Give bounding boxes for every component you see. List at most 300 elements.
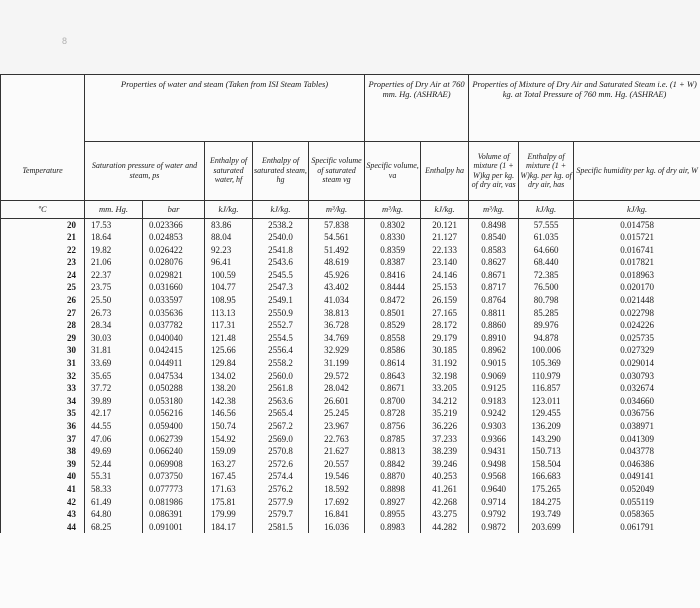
pressure-bar-cell: 0.026422 — [143, 244, 205, 257]
temperature-cell: 24 — [1, 269, 85, 282]
temperature-cell: 35 — [1, 407, 85, 420]
unit-cell: mm. Hg. — [85, 200, 143, 218]
pressure-mmhg-cell: 52.44 — [85, 458, 143, 471]
enthalpy-water-cell: 150.74 — [205, 420, 253, 433]
specific-humidity-cell: 0.046386 — [574, 458, 700, 471]
pressure-bar-cell: 0.091001 — [143, 521, 205, 534]
enthalpy-mixture-cell: 203.699 — [519, 521, 574, 534]
pressure-mmhg-cell: 58.33 — [85, 483, 143, 496]
enthalpy-water-cell: 154.92 — [205, 433, 253, 446]
temperature-cell: 29 — [1, 332, 85, 345]
pressure-bar-cell: 0.044911 — [143, 357, 205, 370]
pressure-mmhg-cell: 18.64 — [85, 231, 143, 244]
specific-humidity-cell: 0.049141 — [574, 470, 700, 483]
dry-air-group-header: Properties of Dry Air at 760 mm. Hg. (ASHRAE) — [365, 75, 469, 142]
specific-humidity-cell: 0.055119 — [574, 496, 700, 509]
specific-humidity-header: Specific humidity per kg. of dry air, W — [574, 141, 700, 200]
specific-volume-steam-cell: 22.763 — [309, 433, 365, 446]
pressure-mmhg-cell: 31.81 — [85, 344, 143, 357]
specific-volume-air-header: Specific volume, va — [365, 141, 421, 200]
specific-volume-air-cell: 0.8558 — [365, 332, 421, 345]
pressure-mmhg-cell: 19.82 — [85, 244, 143, 257]
enthalpy-air-cell: 38.239 — [421, 445, 469, 458]
table-row — [1, 382, 700, 395]
specific-humidity-cell: 0.058365 — [574, 508, 700, 521]
enthalpy-steam-cell: 2552.7 — [253, 319, 309, 332]
pressure-mmhg-cell: 33.69 — [85, 357, 143, 370]
enthalpy-air-cell: 34.212 — [421, 395, 469, 408]
table-row — [1, 256, 700, 269]
enthalpy-steam-cell: 2572.6 — [253, 458, 309, 471]
enthalpy-water-cell: 179.99 — [205, 508, 253, 521]
temperature-cell: 36 — [1, 420, 85, 433]
enthalpy-air-cell: 23.140 — [421, 256, 469, 269]
enthalpy-steam-cell: 2569.0 — [253, 433, 309, 446]
steam-properties-table-wrapper — [0, 74, 700, 608]
unit-cell: bar — [143, 200, 205, 218]
enthalpy-mixture-cell: 143.290 — [519, 433, 574, 446]
enthalpy-water-cell: 113.13 — [205, 307, 253, 320]
enthalpy-mixture-cell: 100.006 — [519, 344, 574, 357]
enthalpy-steam-cell: 2549.1 — [253, 294, 309, 307]
enthalpy-air-cell: 33.205 — [421, 382, 469, 395]
enthalpy-steam-cell: 2570.8 — [253, 445, 309, 458]
enthalpy-water-cell: 83.86 — [205, 218, 253, 231]
enthalpy-air-cell: 24.146 — [421, 269, 469, 282]
volume-mixture-cell: 0.9568 — [469, 470, 519, 483]
specific-volume-air-cell: 0.8756 — [365, 420, 421, 433]
enthalpy-water-cell: 163.27 — [205, 458, 253, 471]
specific-volume-air-cell: 0.8359 — [365, 244, 421, 257]
pressure-bar-cell: 0.069908 — [143, 458, 205, 471]
volume-mixture-cell: 0.8671 — [469, 269, 519, 282]
unit-cell: kJ/kg. — [421, 200, 469, 218]
enthalpy-mixture-cell: 193.749 — [519, 508, 574, 521]
enthalpy-water-cell: 167.45 — [205, 470, 253, 483]
specific-humidity-cell: 0.017821 — [574, 256, 700, 269]
specific-volume-steam-cell: 32.929 — [309, 344, 365, 357]
specific-volume-steam-cell: 51.492 — [309, 244, 365, 257]
water-steam-group-header: Properties of water and steam (Taken from ISI Steam Tables) — [85, 75, 365, 142]
enthalpy-air-cell: 41.261 — [421, 483, 469, 496]
enthalpy-air-cell: 37.233 — [421, 433, 469, 446]
enthalpy-steam-cell: 2574.4 — [253, 470, 309, 483]
specific-humidity-cell: 0.018963 — [574, 269, 700, 282]
specific-volume-air-cell: 0.8529 — [365, 319, 421, 332]
volume-mixture-cell: 0.8962 — [469, 344, 519, 357]
enthalpy-air-cell: 29.179 — [421, 332, 469, 345]
specific-volume-air-cell: 0.8416 — [365, 269, 421, 282]
temperature-cell: 33 — [1, 382, 85, 395]
enthalpy-water-cell: 134.02 — [205, 370, 253, 383]
pressure-bar-cell: 0.077773 — [143, 483, 205, 496]
volume-mixture-cell: 0.8910 — [469, 332, 519, 345]
enthalpy-water-cell: 138.20 — [205, 382, 253, 395]
table-row — [1, 319, 700, 332]
enthalpy-steam-cell: 2563.6 — [253, 395, 309, 408]
enthalpy-mixture-cell: 94.878 — [519, 332, 574, 345]
specific-volume-steam-cell: 20.557 — [309, 458, 365, 471]
enthalpy-air-cell: 40.253 — [421, 470, 469, 483]
enthalpy-steam-cell: 2547.3 — [253, 281, 309, 294]
temperature-cell: 44 — [1, 521, 85, 534]
enthalpy-mixture-header: Enthalpy of mixture (1 + W)kg. per kg. of dry air, has — [519, 141, 574, 200]
volume-mixture-cell: 0.9069 — [469, 370, 519, 383]
specific-volume-steam-cell: 28.042 — [309, 382, 365, 395]
table-row — [1, 407, 700, 420]
enthalpy-mixture-cell: 110.979 — [519, 370, 574, 383]
temperature-cell: 22 — [1, 244, 85, 257]
enthalpy-air-cell: 35.219 — [421, 407, 469, 420]
specific-volume-steam-cell: 54.561 — [309, 231, 365, 244]
temperature-cell: 40 — [1, 470, 85, 483]
specific-humidity-cell: 0.052049 — [574, 483, 700, 496]
specific-humidity-cell: 0.034660 — [574, 395, 700, 408]
enthalpy-water-cell: 96.41 — [205, 256, 253, 269]
enthalpy-mixture-cell: 175.265 — [519, 483, 574, 496]
specific-humidity-cell: 0.043778 — [574, 445, 700, 458]
enthalpy-water-cell: 142.38 — [205, 395, 253, 408]
pressure-mmhg-cell: 28.34 — [85, 319, 143, 332]
temperature-cell: 42 — [1, 496, 85, 509]
volume-mixture-cell: 0.8498 — [469, 218, 519, 231]
specific-volume-air-cell: 0.8870 — [365, 470, 421, 483]
enthalpy-water-cell: 184.17 — [205, 521, 253, 534]
pressure-mmhg-cell: 39.89 — [85, 395, 143, 408]
temperature-cell: 27 — [1, 307, 85, 320]
enthalpy-steam-cell: 2556.4 — [253, 344, 309, 357]
enthalpy-mixture-cell: 89.976 — [519, 319, 574, 332]
pressure-bar-cell: 0.023366 — [143, 218, 205, 231]
enthalpy-steam-cell: 2577.9 — [253, 496, 309, 509]
pressure-mmhg-cell: 42.17 — [85, 407, 143, 420]
enthalpy-air-cell: 30.185 — [421, 344, 469, 357]
saturation-pressure-header: Saturation pressure of water and steam, ps — [85, 141, 205, 200]
specific-volume-steam-cell: 38.813 — [309, 307, 365, 320]
specific-volume-steam-cell: 34.769 — [309, 332, 365, 345]
specific-volume-steam-header: Specific volume of saturated steam vg — [309, 141, 365, 200]
specific-volume-steam-cell: 48.619 — [309, 256, 365, 269]
pressure-mmhg-cell: 25.50 — [85, 294, 143, 307]
temperature-cell: 26 — [1, 294, 85, 307]
volume-mixture-cell: 0.9714 — [469, 496, 519, 509]
pressure-mmhg-cell: 21.06 — [85, 256, 143, 269]
page-number: 8 — [62, 36, 68, 46]
temperature-cell: 34 — [1, 395, 85, 408]
enthalpy-air-cell: 22.133 — [421, 244, 469, 257]
table-row — [1, 294, 700, 307]
pressure-mmhg-cell: 44.55 — [85, 420, 143, 433]
specific-volume-air-cell: 0.8955 — [365, 508, 421, 521]
enthalpy-mixture-cell: 136.209 — [519, 420, 574, 433]
enthalpy-air-cell: 25.153 — [421, 281, 469, 294]
table-row — [1, 395, 700, 408]
specific-volume-steam-cell: 17.692 — [309, 496, 365, 509]
pressure-mmhg-cell: 64.80 — [85, 508, 143, 521]
table-row — [1, 332, 700, 345]
enthalpy-steam-cell: 2541.8 — [253, 244, 309, 257]
table-row — [1, 357, 700, 370]
temperature-cell: 41 — [1, 483, 85, 496]
pressure-mmhg-cell: 55.31 — [85, 470, 143, 483]
pressure-mmhg-cell: 26.73 — [85, 307, 143, 320]
volume-mixture-header: Volume of mixture (1 + W)kg per kg. of dry air, vas — [469, 141, 519, 200]
temperature-cell: 23 — [1, 256, 85, 269]
specific-volume-steam-cell: 16.841 — [309, 508, 365, 521]
volume-mixture-cell: 0.9366 — [469, 433, 519, 446]
unit-cell: ºC — [1, 200, 85, 218]
enthalpy-mixture-cell: 150.713 — [519, 445, 574, 458]
pressure-mmhg-cell: 68.25 — [85, 521, 143, 534]
specific-humidity-cell: 0.041309 — [574, 433, 700, 446]
volume-mixture-cell: 0.9640 — [469, 483, 519, 496]
enthalpy-mixture-cell: 57.555 — [519, 218, 574, 231]
unit-cell: kJ/kg. — [574, 200, 700, 218]
enthalpy-mixture-cell: 166.683 — [519, 470, 574, 483]
enthalpy-air-cell: 43.275 — [421, 508, 469, 521]
enthalpy-air-cell: 36.226 — [421, 420, 469, 433]
enthalpy-water-cell: 108.95 — [205, 294, 253, 307]
volume-mixture-cell: 0.8811 — [469, 307, 519, 320]
temperature-cell: 21 — [1, 231, 85, 244]
specific-humidity-cell: 0.021448 — [574, 294, 700, 307]
enthalpy-steam-cell: 2538.2 — [253, 218, 309, 231]
specific-volume-air-cell: 0.8643 — [365, 370, 421, 383]
pressure-bar-cell: 0.047534 — [143, 370, 205, 383]
volume-mixture-cell: 0.8860 — [469, 319, 519, 332]
specific-volume-steam-cell: 23.967 — [309, 420, 365, 433]
enthalpy-steam-cell: 2550.9 — [253, 307, 309, 320]
enthalpy-water-header: Enthalpy of saturated water, hf — [205, 141, 253, 200]
specific-volume-air-cell: 0.8586 — [365, 344, 421, 357]
specific-humidity-cell: 0.029014 — [574, 357, 700, 370]
table-row — [1, 244, 700, 257]
enthalpy-air-header: Enthalpy ha — [421, 141, 469, 200]
specific-volume-steam-cell: 16.036 — [309, 521, 365, 534]
pressure-bar-cell: 0.024853 — [143, 231, 205, 244]
table-row — [1, 269, 700, 282]
unit-cell: kJ/kg. — [205, 200, 253, 218]
temperature-cell: 30 — [1, 344, 85, 357]
specific-volume-steam-cell: 19.546 — [309, 470, 365, 483]
pressure-bar-cell: 0.035636 — [143, 307, 205, 320]
pressure-bar-cell: 0.081986 — [143, 496, 205, 509]
volume-mixture-cell: 0.8717 — [469, 281, 519, 294]
specific-humidity-cell: 0.020170 — [574, 281, 700, 294]
specific-volume-steam-cell: 26.601 — [309, 395, 365, 408]
table-row — [1, 231, 700, 244]
enthalpy-air-cell: 20.121 — [421, 218, 469, 231]
pressure-bar-cell: 0.066240 — [143, 445, 205, 458]
specific-volume-steam-cell: 29.572 — [309, 370, 365, 383]
temperature-cell: 31 — [1, 357, 85, 370]
pressure-bar-cell: 0.059400 — [143, 420, 205, 433]
enthalpy-water-cell: 88.04 — [205, 231, 253, 244]
table-row — [1, 433, 700, 446]
pressure-mmhg-cell: 17.53 — [85, 218, 143, 231]
temperature-header-spacer — [1, 75, 85, 142]
enthalpy-air-cell: 42.268 — [421, 496, 469, 509]
enthalpy-mixture-cell: 116.857 — [519, 382, 574, 395]
pressure-mmhg-cell: 47.06 — [85, 433, 143, 446]
specific-volume-steam-cell: 45.926 — [309, 269, 365, 282]
specific-humidity-cell: 0.015721 — [574, 231, 700, 244]
enthalpy-air-cell: 44.282 — [421, 521, 469, 534]
enthalpy-water-cell: 104.77 — [205, 281, 253, 294]
volume-mixture-cell: 0.9015 — [469, 357, 519, 370]
unit-cell: kJ/kg. — [253, 200, 309, 218]
table-row — [1, 496, 700, 509]
pressure-mmhg-cell: 35.65 — [85, 370, 143, 383]
unit-cell: m³/kg. — [309, 200, 365, 218]
specific-volume-steam-cell: 31.199 — [309, 357, 365, 370]
specific-volume-steam-cell: 21.627 — [309, 445, 365, 458]
enthalpy-air-cell: 39.246 — [421, 458, 469, 471]
specific-volume-steam-cell: 57.838 — [309, 218, 365, 231]
enthalpy-steam-cell: 2540.0 — [253, 231, 309, 244]
enthalpy-water-cell: 146.56 — [205, 407, 253, 420]
volume-mixture-cell: 0.9242 — [469, 407, 519, 420]
enthalpy-air-cell: 21.127 — [421, 231, 469, 244]
enthalpy-water-cell: 129.84 — [205, 357, 253, 370]
specific-humidity-cell: 0.032674 — [574, 382, 700, 395]
enthalpy-steam-cell: 2565.4 — [253, 407, 309, 420]
table-row — [1, 344, 700, 357]
enthalpy-water-cell: 117.31 — [205, 319, 253, 332]
specific-volume-air-cell: 0.8472 — [365, 294, 421, 307]
pressure-bar-cell: 0.042415 — [143, 344, 205, 357]
specific-volume-air-cell: 0.8387 — [365, 256, 421, 269]
temperature-cell: 28 — [1, 319, 85, 332]
pressure-mmhg-cell: 23.75 — [85, 281, 143, 294]
volume-mixture-cell: 0.9792 — [469, 508, 519, 521]
specific-volume-air-cell: 0.8927 — [365, 496, 421, 509]
specific-volume-air-cell: 0.8302 — [365, 218, 421, 231]
enthalpy-mixture-cell: 184.275 — [519, 496, 574, 509]
enthalpy-steam-cell: 2545.5 — [253, 269, 309, 282]
enthalpy-mixture-cell: 72.385 — [519, 269, 574, 282]
enthalpy-mixture-cell: 129.455 — [519, 407, 574, 420]
specific-volume-air-cell: 0.8671 — [365, 382, 421, 395]
pressure-bar-cell: 0.053180 — [143, 395, 205, 408]
enthalpy-water-cell: 125.66 — [205, 344, 253, 357]
enthalpy-air-cell: 26.159 — [421, 294, 469, 307]
specific-humidity-cell: 0.016741 — [574, 244, 700, 257]
enthalpy-steam-cell: 2561.8 — [253, 382, 309, 395]
table-body — [1, 218, 700, 533]
enthalpy-air-cell: 28.172 — [421, 319, 469, 332]
enthalpy-water-cell: 92.23 — [205, 244, 253, 257]
specific-volume-steam-cell: 43.402 — [309, 281, 365, 294]
mixture-group-header: Properties of Mixture of Dry Air and Saturated Steam i.e. (1 + W) kg. at Total Pressure of 760 mm. Hg. (ASHRAE) — [469, 75, 700, 142]
enthalpy-mixture-cell: 64.660 — [519, 244, 574, 257]
table-row — [1, 458, 700, 471]
table-row — [1, 483, 700, 496]
temperature-cell: 39 — [1, 458, 85, 471]
specific-volume-air-cell: 0.8813 — [365, 445, 421, 458]
table-row — [1, 218, 700, 231]
volume-mixture-cell: 0.8764 — [469, 294, 519, 307]
enthalpy-air-cell: 31.192 — [421, 357, 469, 370]
pressure-bar-cell: 0.033597 — [143, 294, 205, 307]
enthalpy-steam-cell: 2567.2 — [253, 420, 309, 433]
enthalpy-water-cell: 159.09 — [205, 445, 253, 458]
enthalpy-mixture-cell: 61.035 — [519, 231, 574, 244]
enthalpy-mixture-cell: 158.504 — [519, 458, 574, 471]
specific-volume-air-cell: 0.8983 — [365, 521, 421, 534]
unit-cell: m³/kg. — [469, 200, 519, 218]
temperature-cell: 25 — [1, 281, 85, 294]
enthalpy-steam-cell: 2543.6 — [253, 256, 309, 269]
table-row — [1, 508, 700, 521]
pressure-bar-cell: 0.028076 — [143, 256, 205, 269]
table-row — [1, 445, 700, 458]
specific-humidity-cell: 0.022798 — [574, 307, 700, 320]
temperature-cell: 37 — [1, 433, 85, 446]
enthalpy-steam-header: Enthalpy of saturated steam, hg — [253, 141, 309, 200]
enthalpy-steam-cell: 2576.2 — [253, 483, 309, 496]
specific-volume-steam-cell: 18.592 — [309, 483, 365, 496]
specific-volume-air-cell: 0.8785 — [365, 433, 421, 446]
specific-volume-air-cell: 0.8501 — [365, 307, 421, 320]
volume-mixture-cell: 0.8540 — [469, 231, 519, 244]
steam-properties-table — [0, 74, 700, 533]
volume-mixture-cell: 0.9125 — [469, 382, 519, 395]
table-row — [1, 307, 700, 320]
temperature-cell: 43 — [1, 508, 85, 521]
specific-volume-air-cell: 0.8614 — [365, 357, 421, 370]
pressure-bar-cell: 0.031660 — [143, 281, 205, 294]
specific-humidity-cell: 0.025735 — [574, 332, 700, 345]
specific-volume-air-cell: 0.8728 — [365, 407, 421, 420]
pressure-bar-cell: 0.073750 — [143, 470, 205, 483]
table-row — [1, 470, 700, 483]
enthalpy-air-cell: 27.165 — [421, 307, 469, 320]
enthalpy-steam-cell: 2581.5 — [253, 521, 309, 534]
specific-volume-steam-cell: 41.034 — [309, 294, 365, 307]
enthalpy-steam-cell: 2579.7 — [253, 508, 309, 521]
pressure-bar-cell: 0.056216 — [143, 407, 205, 420]
enthalpy-steam-cell: 2560.0 — [253, 370, 309, 383]
enthalpy-water-cell: 171.63 — [205, 483, 253, 496]
volume-mixture-cell: 0.9872 — [469, 521, 519, 534]
temperature-cell: 20 — [1, 218, 85, 231]
specific-humidity-cell: 0.036756 — [574, 407, 700, 420]
specific-volume-air-cell: 0.8330 — [365, 231, 421, 244]
volume-mixture-cell: 0.9183 — [469, 395, 519, 408]
unit-cell: kJ/kg. — [519, 200, 574, 218]
pressure-mmhg-cell: 30.03 — [85, 332, 143, 345]
temperature-cell: 32 — [1, 370, 85, 383]
specific-volume-steam-cell: 25.245 — [309, 407, 365, 420]
specific-volume-air-cell: 0.8444 — [365, 281, 421, 294]
enthalpy-water-cell: 121.48 — [205, 332, 253, 345]
table-row — [1, 420, 700, 433]
enthalpy-mixture-cell: 80.798 — [519, 294, 574, 307]
enthalpy-steam-cell: 2554.5 — [253, 332, 309, 345]
specific-volume-air-cell: 0.8898 — [365, 483, 421, 496]
pressure-bar-cell: 0.040040 — [143, 332, 205, 345]
specific-humidity-cell: 0.024226 — [574, 319, 700, 332]
volume-mixture-cell: 0.8583 — [469, 244, 519, 257]
pressure-bar-cell: 0.037782 — [143, 319, 205, 332]
temperature-cell: 38 — [1, 445, 85, 458]
specific-humidity-cell: 0.061791 — [574, 521, 700, 534]
pressure-mmhg-cell: 22.37 — [85, 269, 143, 282]
temperature-header: Temperature — [1, 141, 85, 200]
pressure-bar-cell: 0.062739 — [143, 433, 205, 446]
enthalpy-mixture-cell: 105.369 — [519, 357, 574, 370]
